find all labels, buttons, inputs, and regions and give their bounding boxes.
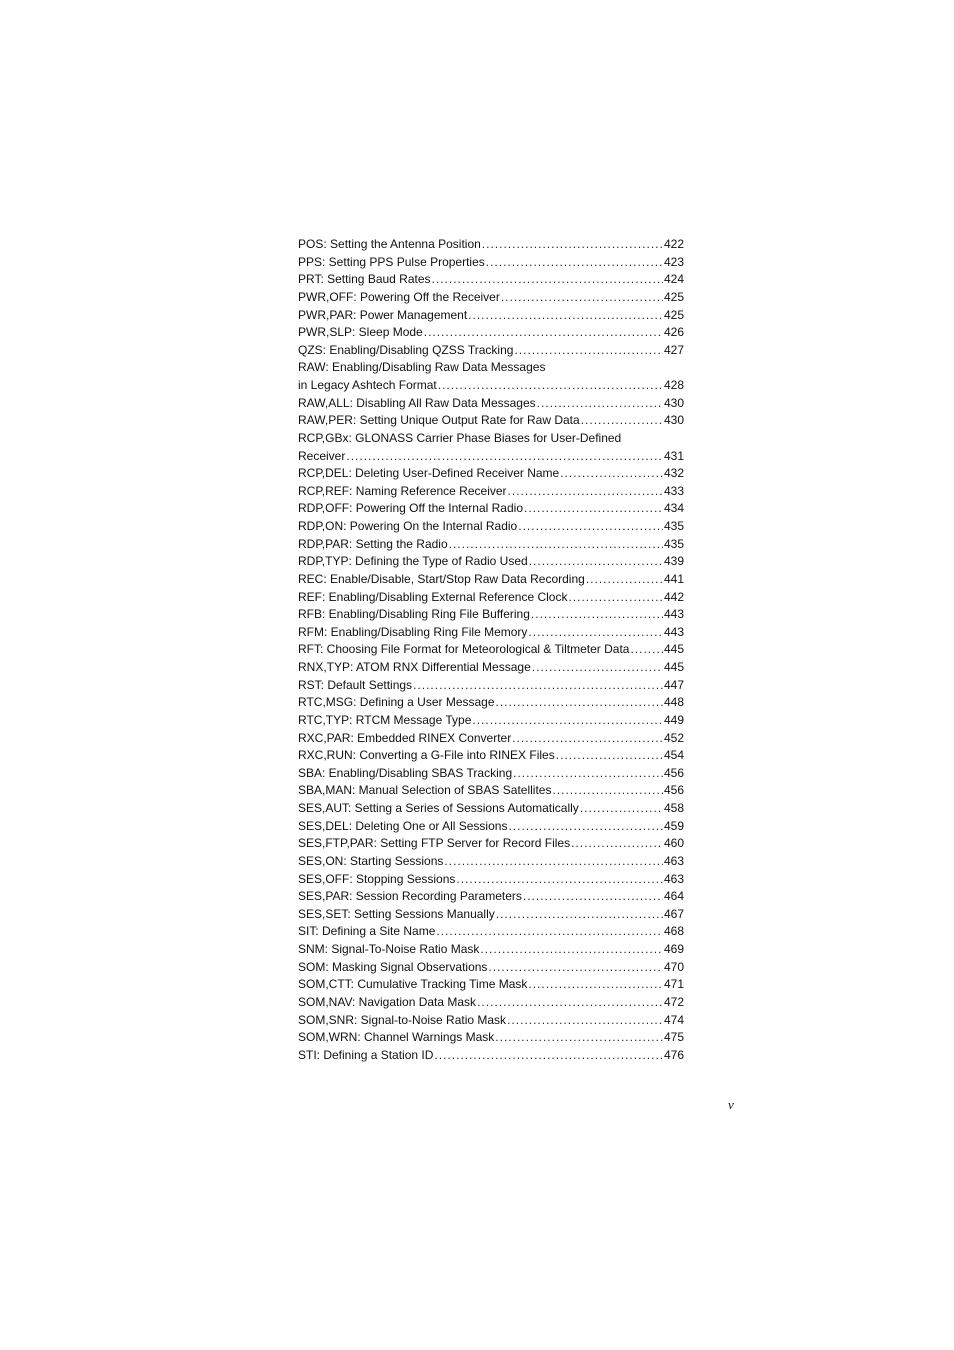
toc-entry-page: 435 [663, 519, 684, 533]
toc-entry-title: REF: Enabling/Disabling External Reference Clock [298, 589, 568, 604]
dot-leader [436, 923, 663, 941]
dot-leader [438, 377, 663, 395]
dot-leader [513, 765, 663, 783]
toc-entry-page: 454 [663, 748, 684, 763]
toc-entry-title: SIT: Defining a Site Name [298, 924, 436, 939]
toc-entry[interactable] [298, 571, 684, 589]
toc-entry[interactable] [298, 518, 684, 536]
dot-leader [432, 271, 663, 289]
toc-entry-page: 468 [663, 924, 684, 939]
dot-leader [552, 782, 663, 800]
toc-entry-page: 426 [663, 325, 684, 340]
toc-entry-page: 434 [663, 501, 684, 516]
toc-entry[interactable] [298, 1047, 684, 1065]
dot-leader [556, 747, 663, 765]
toc-entry-title: PPS: Setting PPS Pulse Properties [298, 254, 485, 269]
toc-entry[interactable] [298, 589, 684, 607]
toc-entry-title: RXC,PAR: Embedded RINEX Converter [298, 730, 512, 745]
toc-entry-page: 442 [663, 589, 684, 604]
toc-entry[interactable] [298, 747, 684, 765]
toc-entry-title: PRT: Setting Baud Rates [298, 272, 431, 287]
dot-leader [531, 606, 663, 624]
toc-entry-page: 463 [663, 853, 684, 868]
toc-entry[interactable] [298, 465, 684, 483]
toc-entry-page: 427 [663, 342, 684, 357]
toc-entry[interactable] [298, 236, 684, 254]
toc-entry-title: SES,OFF: Stopping Sessions [298, 871, 456, 886]
dot-leader [508, 483, 663, 501]
dot-leader [424, 324, 663, 342]
toc-entry-title: RXC,RUN: Converting a G-File into RINEX Files [298, 748, 555, 763]
toc-entry[interactable] [298, 853, 684, 871]
toc-entry-title: SES,AUT: Setting a Series of Sessions Automatically [298, 801, 579, 815]
dot-leader [507, 1012, 663, 1030]
toc-entry-page: 423 [663, 254, 684, 269]
toc-entry-page: 472 [663, 994, 684, 1009]
toc-entry[interactable] [298, 888, 684, 906]
toc-entry[interactable] [298, 271, 684, 289]
toc-entry-page: 469 [663, 942, 684, 956]
page-number: v [728, 1097, 734, 1112]
toc-entry-title: SOM: Masking Signal Observations [298, 959, 488, 974]
toc-entry-title: RDP,PAR: Setting the Radio [298, 536, 448, 551]
dot-leader [486, 254, 663, 272]
dot-leader [456, 871, 663, 889]
dot-leader [528, 976, 663, 994]
toc-entry-title: SOM,WRN: Channel Warnings Mask [298, 1030, 495, 1045]
toc-entry[interactable] [298, 712, 684, 730]
toc-entry-page: 448 [663, 695, 684, 710]
toc-entry[interactable] [298, 976, 684, 994]
toc-entry-page: 428 [663, 378, 684, 392]
dot-leader [413, 677, 663, 695]
dot-leader [472, 712, 663, 730]
toc-entry[interactable] [298, 1029, 684, 1047]
toc-entry[interactable] [298, 906, 684, 924]
toc-entry[interactable] [298, 818, 684, 836]
toc-entry-title: RDP,ON: Powering On the Internal Radio [298, 519, 518, 533]
toc-entry-title: SES,FTP,PAR: Setting FTP Server for Record Files [298, 836, 571, 851]
toc-entry-title: RAW,ALL: Disabling All Raw Data Messages [298, 395, 536, 410]
toc-entry[interactable] [298, 923, 684, 941]
toc-entry-page: 467 [663, 906, 684, 921]
dot-leader [514, 342, 663, 360]
toc-entry-title: Receiver [298, 448, 346, 463]
toc-entry-title: RDP,TYP: Defining the Type of Radio Used [298, 554, 528, 569]
toc-entry[interactable] [298, 395, 684, 413]
toc-entry-title: POS: Setting the Antenna Position [298, 237, 481, 251]
toc-entry-title: PWR,SLP: Sleep Mode [298, 325, 423, 340]
dot-leader [630, 641, 663, 659]
dot-leader [480, 941, 663, 959]
toc-entry-title: SES,SET: Setting Sessions Manually [298, 906, 495, 921]
toc-entry[interactable] [298, 553, 684, 571]
toc-entry-page: 471 [663, 977, 684, 992]
toc-entry-title: QZS: Enabling/Disabling QZSS Tracking [298, 342, 514, 357]
toc-entry[interactable] [298, 359, 684, 394]
toc-entry-title: RTC,MSG: Defining a User Message [298, 695, 495, 710]
dot-leader [508, 818, 663, 836]
toc-entry-title: SES,DEL: Deleting One or All Sessions [298, 818, 508, 833]
dot-leader [524, 500, 663, 518]
toc-entry[interactable] [298, 624, 684, 642]
toc-entry-title: SOM,NAV: Navigation Data Mask [298, 994, 477, 1009]
toc-entry[interactable] [298, 782, 684, 800]
toc-entry-page: 475 [663, 1030, 684, 1045]
toc-entry[interactable] [298, 342, 684, 360]
toc-entry-title: STI: Defining a Station ID [298, 1047, 434, 1062]
toc-entry[interactable] [298, 412, 684, 430]
dot-leader [560, 465, 663, 483]
toc-entry-title: RCP,DEL: Deleting User-Defined Receiver Name [298, 466, 560, 481]
toc-entry-title: SBA: Enabling/Disabling SBAS Tracking [298, 765, 513, 780]
toc-entry-page: 458 [663, 801, 684, 815]
toc-entry-page: 464 [663, 889, 684, 904]
toc-entry-page: 476 [663, 1047, 684, 1062]
toc-entry-title-first-line: RCP,GBx: GLONASS Carrier Phase Biases for User-Defined [298, 430, 622, 445]
toc-entry-title: RFB: Enabling/Disabling Ring File Buffering [298, 607, 530, 622]
dot-leader [581, 412, 663, 430]
toc-entry[interactable] [298, 641, 684, 659]
toc-entry[interactable] [298, 994, 684, 1012]
dot-leader [496, 906, 663, 924]
toc-entry-title: in Legacy Ashtech Format [298, 378, 437, 392]
toc-entry-page: 430 [663, 395, 684, 410]
toc-entry-page: 443 [663, 607, 684, 622]
dot-leader [580, 800, 663, 818]
toc-entry-title-first-line: RAW: Enabling/Disabling Raw Data Messages [298, 360, 546, 375]
toc-entry[interactable] [298, 500, 684, 518]
toc-entry-page: 452 [663, 730, 684, 745]
toc-entry-title: RFM: Enabling/Disabling Ring File Memory [298, 624, 528, 639]
toc-entry[interactable] [298, 307, 684, 325]
toc-entry[interactable] [298, 483, 684, 501]
toc-entry-page: 445 [663, 660, 684, 674]
toc-entry-title: RNX,TYP: ATOM RNX Differential Message [298, 660, 531, 674]
dot-leader [477, 994, 663, 1012]
toc-entry[interactable] [298, 1012, 684, 1030]
toc-entry-page: 474 [663, 1012, 684, 1027]
toc-entry-title: SES,ON: Starting Sessions [298, 853, 444, 868]
toc-entry-page: 459 [663, 818, 684, 833]
toc-entry-title: REC: Enable/Disable, Start/Stop Raw Data Recording [298, 571, 585, 586]
toc-entry[interactable] [298, 941, 684, 959]
toc-entry[interactable] [298, 730, 684, 748]
toc-entry[interactable] [298, 254, 684, 272]
dot-leader [444, 853, 663, 871]
toc-entry-title: RCP,REF: Naming Reference Receiver [298, 483, 507, 498]
dot-leader [571, 835, 663, 853]
dot-leader [434, 1047, 663, 1065]
toc-entry-title: SOM,CTT: Cumulative Tracking Time Mask [298, 977, 528, 992]
toc-entry-page: 456 [663, 783, 684, 798]
toc-entry[interactable] [298, 659, 684, 677]
dot-leader [495, 1029, 663, 1047]
toc-entry-page: 439 [663, 554, 684, 569]
dot-leader [512, 730, 663, 748]
toc-entry-title: RTC,TYP: RTCM Message Type [298, 712, 472, 727]
dot-leader [468, 307, 663, 325]
toc-entry[interactable] [298, 959, 684, 977]
toc-entry[interactable] [298, 430, 684, 465]
toc-entry-page: 445 [663, 642, 684, 657]
toc-entry-page: 431 [663, 448, 684, 463]
dot-leader [586, 571, 663, 589]
dot-leader [346, 448, 663, 466]
toc-entry[interactable] [298, 765, 684, 783]
toc-entry-page: 463 [663, 871, 684, 886]
toc-entry[interactable] [298, 800, 684, 818]
table-of-contents [298, 236, 684, 1064]
toc-entry-title: SES,PAR: Session Recording Parameters [298, 889, 522, 904]
dot-leader [496, 694, 663, 712]
toc-entry-page: 443 [663, 624, 684, 639]
toc-entry-page: 425 [663, 307, 684, 322]
dot-leader [568, 589, 663, 607]
toc-entry-title: RAW,PER: Setting Unique Output Rate for Raw Data [298, 413, 580, 428]
toc-entry[interactable] [298, 694, 684, 712]
toc-entry-page: 435 [663, 536, 684, 551]
toc-entry[interactable] [298, 536, 684, 554]
dot-leader [523, 888, 663, 906]
toc-entry-page: 432 [663, 466, 684, 481]
toc-entry-title: SOM,SNR: Signal-to-Noise Ratio Mask [298, 1012, 507, 1027]
toc-entry-page: 456 [663, 765, 684, 780]
dot-leader [529, 553, 663, 571]
toc-entry-title: PWR,PAR: Power Management [298, 307, 468, 322]
toc-entry-page: 470 [663, 959, 684, 974]
toc-entry-page: 430 [663, 413, 684, 428]
dot-leader [449, 536, 663, 554]
dot-leader [501, 289, 663, 307]
dot-leader [488, 959, 663, 977]
toc-entry[interactable] [298, 677, 684, 695]
toc-entry-title: RFT: Choosing File Format for Meteorological & Tiltmeter Data [298, 642, 630, 657]
toc-entry-page: 441 [663, 571, 684, 586]
toc-entry[interactable] [298, 871, 684, 889]
dot-leader [537, 395, 663, 413]
toc-entry[interactable] [298, 835, 684, 853]
toc-entry[interactable] [298, 324, 684, 342]
toc-entry[interactable] [298, 606, 684, 624]
dot-leader [528, 624, 663, 642]
toc-entry-title: SNM: Signal-To-Noise Ratio Mask [298, 942, 480, 956]
toc-entry-title: RDP,OFF: Powering Off the Internal Radio [298, 501, 523, 516]
toc-entry[interactable] [298, 289, 684, 307]
toc-entry-page: 433 [663, 483, 684, 498]
toc-entry-page: 422 [663, 237, 684, 251]
toc-entry-title: RST: Default Settings [298, 677, 413, 692]
toc-entry-page: 449 [663, 712, 684, 727]
toc-entry-title: SBA,MAN: Manual Selection of SBAS Satellites [298, 783, 552, 798]
dot-leader [532, 659, 663, 677]
toc-entry-page: 425 [663, 289, 684, 304]
toc-entry-page: 424 [663, 272, 684, 287]
toc-entry-page: 447 [663, 677, 684, 692]
toc-entry-page: 460 [663, 836, 684, 851]
dot-leader [482, 236, 663, 254]
toc-entry-title: PWR,OFF: Powering Off the Receiver [298, 289, 500, 304]
dot-leader [518, 518, 663, 536]
